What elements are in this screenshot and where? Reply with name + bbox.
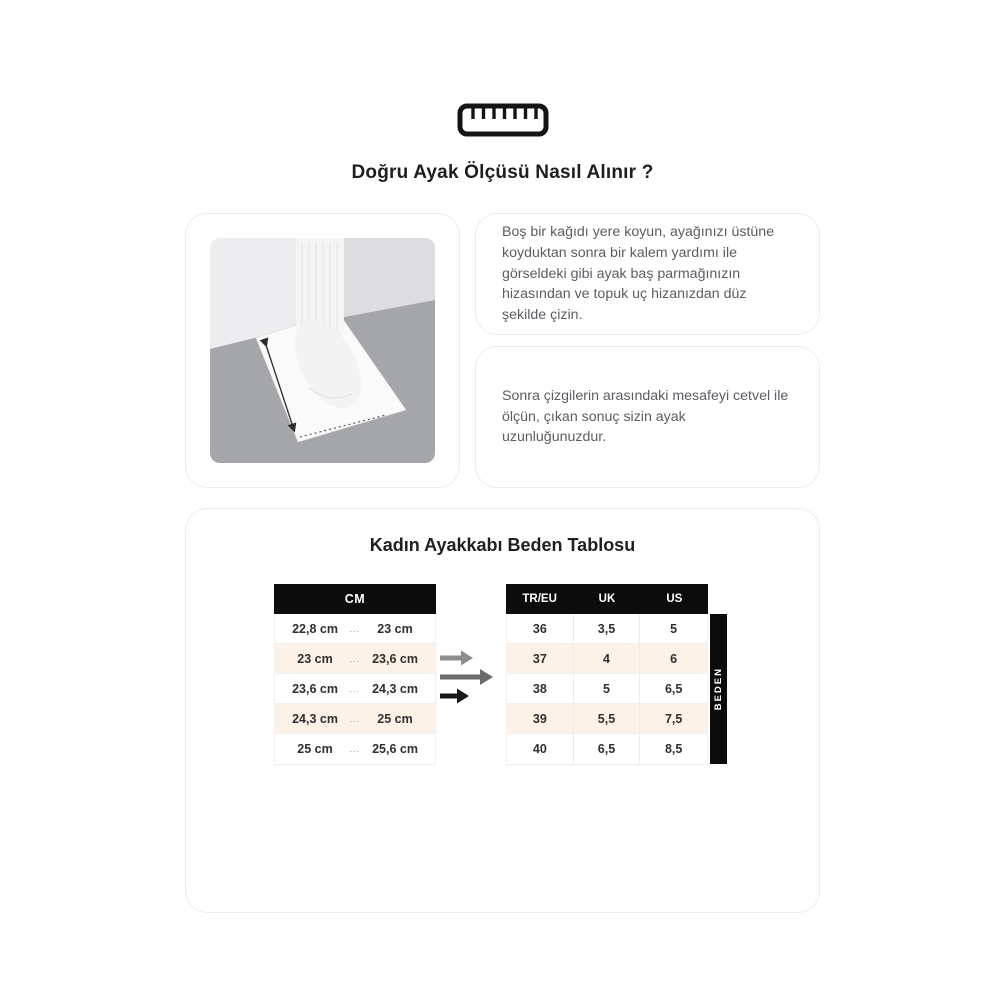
measurement-photo-card (185, 213, 460, 488)
instruction-step-2-text: Sonra çizgilerin arasındaki mesafeyi cetvel ile ölçün, çıkan sonuç sizin ayak uzunluğunuzdur. (502, 387, 789, 446)
size-table-row (507, 644, 707, 674)
header-tr-eu: TR/EU (522, 593, 557, 605)
cell-tr-eu: 37 (507, 644, 574, 673)
cell-us: 8,5 (664, 742, 683, 756)
cm-to: 24,3 cm (372, 681, 418, 696)
instruction-step-2 (475, 346, 820, 488)
cell-us: 6,5 (664, 681, 683, 696)
header-uk: UK (598, 593, 616, 605)
cm-table-row (275, 644, 435, 674)
ruler-icon (457, 103, 549, 142)
range-dots: ... (349, 683, 361, 694)
cm-from: 25 cm (297, 742, 333, 756)
cell-uk: 6,5 (574, 734, 641, 764)
cell-tr-eu: 36 (507, 614, 574, 643)
range-dots: ... (349, 653, 361, 664)
cm-table-row (275, 734, 435, 764)
size-table-header (506, 584, 708, 614)
cell-tr-eu: 39 (507, 704, 574, 733)
cell-uk: 5 (574, 674, 641, 703)
size-table-row (507, 734, 707, 764)
cm-from: 23,6 cm (292, 681, 338, 696)
guide-row (185, 213, 820, 488)
page-title: Doğru Ayak Ölçüsü Nasıl Alınır ? (351, 162, 654, 183)
cell-us: 6 (670, 651, 678, 666)
cell-tr-eu: 40 (507, 734, 574, 764)
cm-from: 23 cm (297, 651, 333, 666)
cell-uk: 4 (574, 644, 641, 673)
beden-label-text: BEDEN (713, 667, 724, 711)
instruction-step-1-text: Boş bir kağıdı yere koyun, ayağınızı üstüne koyduktan sonra bir kalem yardımı ile görseldeki gibi ayak baş parmağınızın hizasından ve topuk uç hizanızdan düz şekilde çizin. (502, 223, 775, 324)
cm-to: 25 cm (377, 711, 413, 726)
cm-to: 23,6 cm (372, 651, 418, 666)
cm-table-body (274, 614, 436, 765)
size-chart-card (185, 508, 820, 913)
size-table-row (507, 614, 707, 644)
cell-uk: 5,5 (574, 704, 641, 733)
range-dots: ... (349, 744, 361, 754)
cell-us: 5 (670, 621, 678, 636)
range-dots: ... (349, 713, 361, 724)
cm-to: 23 cm (377, 621, 413, 636)
beden-vertical-label (710, 614, 727, 764)
size-table (506, 584, 708, 765)
cm-from: 24,3 cm (292, 711, 338, 726)
cell-us: 7,5 (664, 711, 683, 726)
transfer-arrows-icon (440, 649, 502, 710)
cm-table-header: CM (274, 584, 436, 614)
cm-table-row (275, 704, 435, 734)
size-table-body (506, 614, 708, 765)
size-guide-page (185, 0, 820, 913)
foot-measurement-photo (210, 238, 435, 463)
cm-to: 25,6 cm (372, 742, 418, 756)
cell-uk: 3,5 (574, 614, 641, 643)
cm-from: 22,8 cm (292, 621, 338, 636)
size-chart-title: Kadın Ayakkabı Beden Tablosu (369, 535, 636, 555)
range-dots: ... (349, 623, 361, 634)
instruction-cards (475, 213, 820, 488)
cell-tr-eu: 38 (507, 674, 574, 703)
instruction-step-1 (475, 213, 820, 335)
size-table-row (507, 674, 707, 704)
header-us: US (666, 593, 683, 605)
cm-table-row (275, 614, 435, 644)
cm-table (274, 584, 436, 765)
size-table-row (507, 704, 707, 734)
cm-table-row (275, 674, 435, 704)
